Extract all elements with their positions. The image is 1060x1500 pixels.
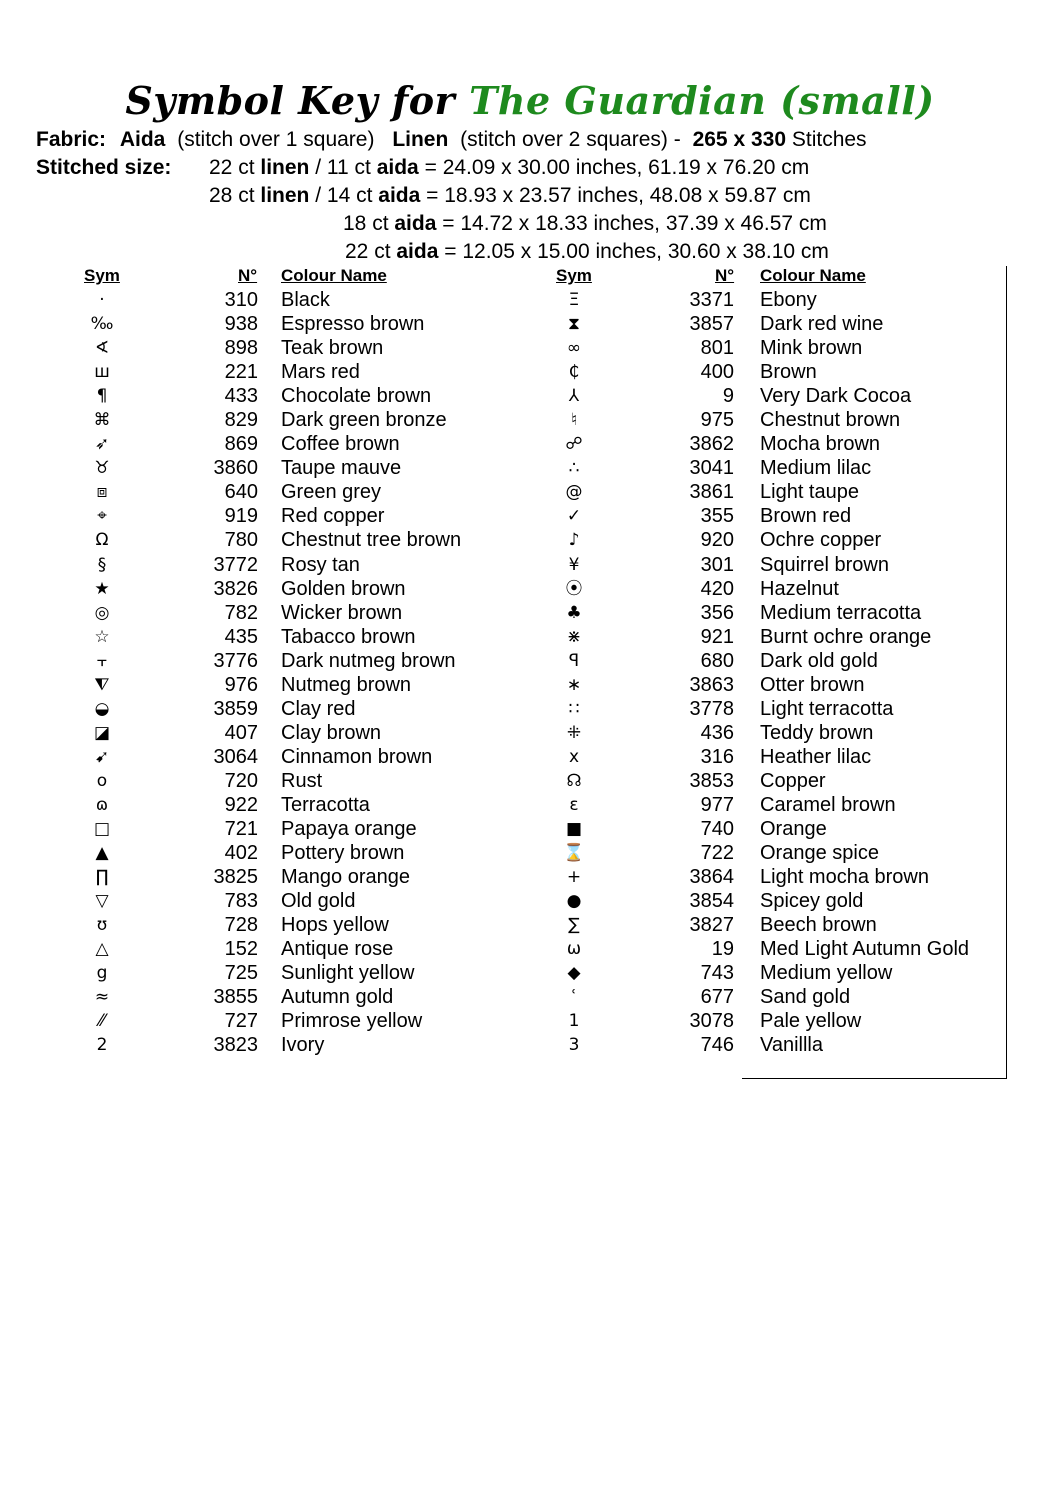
colour-name: Autumn gold [281,986,394,1009]
size-count: 22 ct [209,156,255,179]
colour-name: Teddy brown [760,721,874,744]
symbol: ☆ [94,626,110,647]
colour-name: Chocolate brown [281,385,432,408]
dmc-number: 921 [700,625,734,648]
symbol: ➶ [94,434,110,455]
symbol: · [99,290,105,310]
symbol: ⧨ [94,674,110,695]
colour-name: Mango orange [281,866,410,889]
symbol: ≈ [94,987,110,1008]
colour-name: Pottery brown [281,842,405,865]
colour-name: Antique rose [281,938,394,961]
dmc-number: 3855 [213,986,258,1009]
symbol: ♣ [566,602,582,623]
colour-name: Otter brown [760,673,865,696]
symbol: ∞ [566,338,582,359]
symbol: Ω [95,530,109,551]
colour-name: Dark old gold [760,649,878,672]
colour-name: Golden brown [281,577,406,600]
fabric-line [36,127,867,153]
dmc-number: 801 [700,337,734,360]
dmc-number: 3827 [689,914,734,937]
symbol: ♮ [570,410,578,431]
symbol: 1 [568,1011,580,1032]
size-fabric: aida [396,240,439,263]
colour-name: Chestnut brown [760,409,901,432]
size-count: 28 ct [209,184,255,207]
page-title [0,78,1060,123]
dmc-number: 3863 [689,673,734,696]
title-prefix: Symbol Key for [125,78,456,123]
colour-name: Taupe mauve [281,457,402,480]
colour-name: Dark green bronze [281,409,447,432]
dmc-number: 743 [700,962,734,985]
symbol: ш [94,362,110,383]
dmc-number: 3823 [213,1034,258,1057]
stitched-size-label [36,155,171,181]
dmc-number: 402 [224,842,258,865]
colour-name: Papaya orange [281,818,417,841]
header-name-left: Colour Name [281,266,387,285]
colour-name: Med Light Autumn Gold [760,938,970,961]
colour-name: Brown [760,361,817,384]
symbol: ∢ [94,338,110,359]
symbol: @ [565,482,583,503]
colour-name: Ochre copper [760,529,882,552]
table-bottom-border [742,1078,1007,1079]
dmc-number: 316 [700,745,734,768]
symbol: ∴ [568,458,580,479]
fabric-stitches-label: Stitches [791,128,867,151]
colour-name: Light terracotta [760,697,894,720]
colour-name: Coffee brown [281,433,400,456]
dmc-number: 975 [700,409,734,432]
size-fabric: linen [260,156,310,179]
size-fabric: linen [260,184,310,207]
symbol: g [96,963,108,984]
dmc-number: 3857 [689,313,734,336]
colour-name: Sunlight yellow [281,962,415,985]
symbol: ◒ [94,698,110,719]
title-pattern-name: The Guardian (small) [469,78,935,123]
table-right-border [1006,266,1007,1078]
colour-name: Hops yellow [281,914,389,937]
symbol: ● [566,891,582,912]
colour-name: Ebony [760,289,817,311]
dmc-number: 3078 [689,1010,734,1033]
size-fabric: aida [376,156,419,179]
symbol: ‰ [90,314,114,335]
symbol: ▽ [95,891,109,912]
size-line-1 [209,155,809,181]
symbol: ∏ [95,867,109,888]
dmc-number: 677 [700,986,734,1009]
colour-name: Brown red [760,505,852,528]
dmc-number: 783 [224,890,258,913]
symbol: x [568,746,580,767]
colour-name: Tabacco brown [281,625,416,648]
dmc-number: 3826 [213,577,258,600]
size-dimensions: = 14.72 x 18.33 inches, 37.39 x 46.57 cm [442,212,827,235]
header-name-right: Colour Name [760,266,866,285]
symbol: ◎ [94,602,110,623]
symbol: ☍ [565,434,583,455]
header-sym-left: Sym [84,266,120,285]
symbol: ꟼ [568,650,580,671]
dmc-number: 869 [224,433,258,456]
dmc-number: 433 [224,385,258,408]
symbol: □ [93,819,111,840]
colour-name: Pale yellow [760,1010,862,1033]
symbol: ⧈ [96,482,108,503]
dmc-number: 310 [224,289,258,311]
symbol: 2 [96,1035,108,1056]
dmc-number: 400 [700,361,734,384]
colour-name: Dark red wine [760,313,884,336]
dmc-number: 721 [224,818,258,841]
dmc-number: 3859 [213,697,258,720]
fabric-aida-note: (stitch over 1 square) [177,128,375,151]
symbol: ⋇ [566,626,582,647]
dmc-number: 727 [224,1010,258,1033]
symbol: ⧗ [568,314,580,335]
symbol: ⅄ [568,386,580,407]
colour-name: Clay brown [281,721,382,744]
dmc-number: 3064 [213,745,258,768]
symbol: ■ [565,819,583,840]
colour-name: Clay red [281,697,356,720]
colour-name: Light taupe [760,481,859,504]
colour-name: Light mocha brown [760,866,929,889]
colour-name: Chestnut tree brown [281,529,462,552]
colour-name: Medium terracotta [760,601,922,624]
colour-name: Old gold [281,890,356,913]
dmc-number: 435 [224,625,258,648]
stitched-size-label-text: Stitched size: [36,156,172,179]
symbol: ⌛ [563,843,585,864]
size-dimensions: = 12.05 x 15.00 inches, 30.60 x 38.10 cm [444,240,829,263]
size-count: / 14 ct [315,184,373,207]
dmc-number: 355 [700,505,734,528]
dmc-number: 898 [224,337,258,360]
symbol: Ξ [568,290,580,310]
symbol: ⁜ [566,722,582,743]
dmc-number: 977 [700,793,734,816]
dmc-number: 725 [224,962,258,985]
symbol: ◪ [93,722,111,743]
symbol: △ [95,939,109,960]
symbol: § [97,554,107,575]
colour-name: Vanillla [760,1034,823,1057]
colour-name: Medium lilac [760,457,872,480]
dmc-number: 782 [224,601,258,624]
symbol: ✓ [566,506,582,527]
colour-name: Medium yellow [760,962,893,985]
dmc-number: 356 [700,601,734,624]
colour-name: Green grey [281,481,382,504]
fabric-linen-note: (stitch over 2 squares) - [460,128,681,151]
colour-name: Burnt ochre orange [760,625,932,648]
size-count: 22 ct [345,240,391,263]
colour-name: Sand gold [760,986,851,1009]
dmc-number: 19 [711,938,734,961]
symbol: ♉ [94,458,110,479]
colour-name: Beech brown [760,914,877,937]
symbol: o [96,770,108,791]
dmc-number: 3861 [689,481,734,504]
symbol: + [566,867,582,888]
symbol: ɛ [569,794,579,815]
symbol: ¥ [568,554,580,575]
dmc-number: 3772 [213,553,258,576]
dmc-number: 3854 [689,890,734,913]
colour-name: Heather lilac [760,745,872,768]
size-dimensions: = 18.93 x 23.57 inches, 48.08 x 59.87 cm [426,184,811,207]
symbol: ₵ [568,362,580,383]
symbol: ⫟ [96,650,108,671]
dmc-number: 436 [700,721,734,744]
dmc-number: 746 [700,1034,734,1057]
symbol: ▲ [95,843,109,864]
colour-name: Black [281,289,330,311]
symbol: ☊ [566,770,582,791]
dmc-number: 3778 [689,697,734,720]
dmc-number: 780 [224,529,258,552]
size-fabric: aida [394,212,437,235]
size-count: 18 ct [343,212,389,235]
dmc-number: 919 [224,505,258,528]
colour-name: Espresso brown [281,313,425,336]
dmc-number: 3776 [213,649,258,672]
size-line-2 [209,183,811,209]
colour-name: Caramel brown [760,793,896,816]
colour-name: Mars red [281,361,360,384]
fabric-label: Fabric: [36,128,107,151]
dmc-number: 3041 [689,457,734,480]
symbol: ⁄⁄ [99,1011,105,1032]
symbol: ω [566,939,582,960]
colour-name: Primrose yellow [281,1010,423,1033]
fabric-aida: Aida [119,128,166,151]
dmc-number: 3860 [213,457,258,480]
dmc-number: 740 [700,818,734,841]
dmc-number: 3371 [689,289,734,311]
dmc-number: 922 [224,793,258,816]
size-fabric: aida [378,184,421,207]
symbol: ⌘ [93,410,111,431]
dmc-number: 976 [224,673,258,696]
colour-name: Red copper [281,505,385,528]
dmc-number: 720 [224,769,258,792]
colour-name: Cinnamon brown [281,745,433,768]
symbol: ʿ [571,987,577,1008]
dmc-number: 3825 [213,866,258,889]
size-line-4 [345,239,829,265]
colour-name: Mink brown [760,337,863,360]
header-num-left: N° [238,266,258,285]
symbol: ★ [94,578,110,599]
dmc-number: 221 [224,361,258,384]
symbol: ʊ [96,915,108,936]
size-dimensions: = 24.09 x 30.00 inches, 61.19 x 76.20 cm [424,156,810,179]
colour-name: Terracotta [281,793,370,816]
dmc-number: 407 [224,721,258,744]
dmc-number: 3862 [689,433,734,456]
symbol: ∷ [568,698,580,719]
colour-name: Wicker brown [281,601,403,624]
dmc-number: 3853 [689,769,734,792]
dmc-number: 420 [700,577,734,600]
header-num-right: N° [715,266,735,285]
colour-name: Hazelnut [760,577,839,600]
symbol: 3 [568,1035,580,1056]
symbol: ♪ [568,530,580,551]
dmc-number: 680 [700,649,734,672]
symbol: ɷ [95,794,109,815]
colour-name: Mocha brown [760,433,881,456]
dmc-number: 301 [700,553,734,576]
symbol: ∑ [568,915,580,936]
symbol: ⌖ [97,506,107,527]
dmc-number: 920 [700,529,734,552]
symbol: ⦿ [565,578,583,599]
dmc-number: 640 [224,481,258,504]
dmc-number: 152 [224,938,258,961]
dmc-number: 829 [224,409,258,432]
dmc-number: 9 [722,385,734,408]
fabric-stitches: 265 x 330 [692,128,787,151]
symbol: ¶ [96,386,108,407]
colour-name: Copper [760,769,826,792]
fabric-linen: Linen [392,128,449,151]
dmc-number: 722 [700,842,734,865]
symbol: ➹ [94,746,110,767]
dmc-number: 938 [224,313,258,336]
colour-name: Dark nutmeg brown [281,649,456,672]
size-line-3 [343,211,827,237]
colour-name: Rosy tan [281,553,360,576]
colour-name: Nutmeg brown [281,673,412,696]
colour-name: Orange spice [760,842,879,865]
colour-name: Squirrel brown [760,553,889,576]
header-sym-right: Sym [556,266,592,285]
colour-name: Orange [760,818,827,841]
symbol: ◆ [567,963,581,984]
colour-name: Rust [281,769,323,792]
symbol: ∗ [566,674,582,695]
colour-name: Spicey gold [760,890,864,913]
colour-name: Very Dark Cocoa [760,385,912,408]
dmc-number: 3864 [689,866,734,889]
size-count: / 11 ct [315,156,371,179]
dmc-number: 728 [224,914,258,937]
colour-name: Teak brown [281,337,384,360]
colour-name: Ivory [281,1034,325,1057]
